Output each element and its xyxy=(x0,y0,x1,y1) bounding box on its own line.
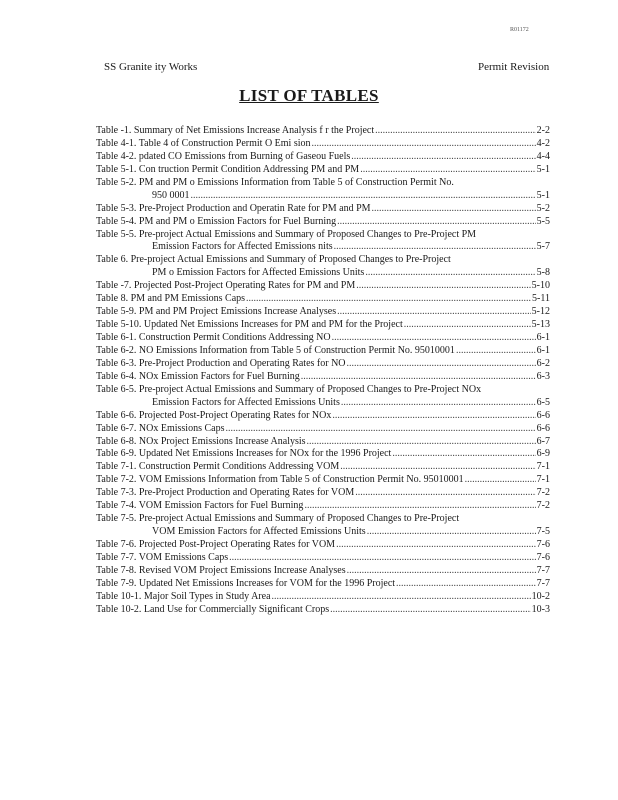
toc-entry-label: Table 7-6. Projected Post-Project Operating Rates for VOM xyxy=(96,539,336,550)
toc-entry xyxy=(96,487,550,500)
dot-leader xyxy=(465,474,536,487)
toc-entry-page: 7-7 xyxy=(536,564,550,576)
dot-leader xyxy=(246,293,531,306)
toc-entry-page: 5-11 xyxy=(532,293,550,305)
toc-entry xyxy=(96,436,550,449)
dot-leader xyxy=(312,138,536,151)
dot-leader xyxy=(229,552,535,565)
toc-entry xyxy=(96,371,550,384)
toc-entry-label: Table 10-2. Land Use for Commercially Significant Crops xyxy=(96,603,330,615)
toc-entry xyxy=(96,267,550,280)
dot-leader xyxy=(392,448,535,461)
dot-leader xyxy=(304,500,535,513)
toc-entry-page: 10-3 xyxy=(531,603,550,615)
toc-entry-label: PM o Emission Factors for Affected Emissions Units xyxy=(152,267,365,279)
toc-entry-label: VOM Emission Factors for Affected Emissions Units xyxy=(152,526,366,538)
dot-leader xyxy=(307,436,536,449)
toc-entry xyxy=(96,332,550,345)
dot-leader xyxy=(367,526,536,539)
toc-entry-label: Table 7-1. Construction Permit Conditions Addressing VOM xyxy=(96,461,340,473)
toc-entry xyxy=(96,397,550,410)
toc-entry-label: Table 7-9. Updated Net Emissions Increases for VOM for the 1996 Project xyxy=(96,577,396,589)
toc-entry xyxy=(96,565,550,578)
toc-entry xyxy=(96,358,550,371)
toc-entry-label: Table 6-3. Pre-Project Production and Operating Rates for NO xyxy=(96,357,346,369)
toc-entry-page: 5-10 xyxy=(531,280,550,292)
toc-entry-page: 5-5 xyxy=(536,215,550,227)
toc-entry xyxy=(96,474,550,487)
dot-leader xyxy=(360,164,535,177)
toc-entry-page: 5-8 xyxy=(536,267,550,279)
toc-entry xyxy=(96,190,550,203)
toc-entry-label: Table 6-7. NOx Emissions Caps xyxy=(96,422,225,434)
dot-leader xyxy=(404,319,531,332)
toc-entry-page: 6-3 xyxy=(536,370,550,382)
toc-entry-label: Table 6-6. Projected Post-Project Operating Rates for NOx xyxy=(96,409,332,421)
toc-entry-page: 7-5 xyxy=(536,526,550,538)
toc-entry xyxy=(96,138,550,151)
toc-entry-page: 5-1 xyxy=(536,189,550,201)
toc-entry xyxy=(96,448,550,461)
toc-entry-label: Table 10-1. Major Soil Types in Study Area xyxy=(96,590,271,602)
toc-entry-label: Table 7-7. VOM Emissions Caps xyxy=(96,551,229,563)
toc-entry-label: Table 6-9. Updated Net Emissions Increases for NOx for the 1996 Project xyxy=(96,448,392,460)
dot-leader xyxy=(191,190,536,203)
dot-leader xyxy=(340,461,535,474)
toc-entry xyxy=(96,203,550,216)
toc-entry-label: Table 6-8. NOx Project Emissions Increase Analysis xyxy=(96,435,306,447)
toc-entry xyxy=(96,552,550,565)
dot-leader xyxy=(355,487,535,500)
toc-entry-label: Table 7-4. VOM Emission Factors for Fuel Burning xyxy=(96,500,304,512)
toc-entry-label: Table 7-3. Pre-Project Production and Operating Rates for VOM xyxy=(96,487,355,499)
toc-entry-page: 6-2 xyxy=(536,357,550,369)
toc-entry-label: Table 4-1. Table 4 of Construction Permit O Emi sion xyxy=(96,137,311,149)
dot-leader xyxy=(272,591,531,604)
toc-entry-page: 7-2 xyxy=(536,487,550,499)
toc-entry xyxy=(96,125,550,138)
toc-entry-page: 5-7 xyxy=(536,241,550,253)
toc-entry-page: 2-2 xyxy=(536,125,550,136)
dot-leader xyxy=(365,267,535,280)
toc-entry xyxy=(96,241,550,254)
dot-leader xyxy=(301,371,536,384)
toc-entry-label: Table 8. PM and PM Emissions Caps xyxy=(96,293,246,305)
dot-leader xyxy=(375,125,536,138)
toc-entry-page: 7-2 xyxy=(536,500,550,512)
toc-entry-first-line: Table 6. Pre-project Actual Emissions and Summary of Proposed Changes to Pre-Project xyxy=(96,254,451,266)
toc-entry xyxy=(96,164,550,177)
toc-entry xyxy=(96,578,550,591)
toc-entry xyxy=(96,423,550,436)
toc-entry-label: Emission Factors for Affected Emissions Units xyxy=(152,396,340,408)
toc-entry-first-line: Table 7-5. Pre-project Actual Emissions and Summary of Proposed Changes to Pre-Project xyxy=(96,513,460,525)
header-doc-type: Permit Revision xyxy=(478,61,550,73)
toc-entry-page: 7-6 xyxy=(536,539,550,550)
toc-entry-page: 4-4 xyxy=(536,150,550,162)
toc-entry xyxy=(96,280,550,293)
toc-entry-label: Emission Factors for Affected Emissions nits xyxy=(152,241,333,253)
toc-entry-label: Table 5-9. PM and PM Project Emissions Increase Analyses xyxy=(96,306,337,318)
dot-leader xyxy=(347,565,536,578)
dot-leader xyxy=(456,345,536,358)
toc-entry-page: 5-1 xyxy=(536,163,550,175)
toc-entry-page: 7-6 xyxy=(536,551,550,563)
toc-entry-label: Table 5-1. Con truction Permit Condition Addressing PM and PM xyxy=(96,163,360,175)
dot-leader xyxy=(337,306,531,319)
toc-entry-page: 7-1 xyxy=(536,474,550,486)
toc-entry-page: 6-9 xyxy=(536,448,550,460)
toc-entry-label: Table -7. Projected Post-Project Operating Rates for PM and PM xyxy=(96,280,356,292)
toc-entry xyxy=(96,410,550,423)
toc-entry-page: 7-7 xyxy=(536,577,550,589)
toc-entry-page: 6-6 xyxy=(536,409,550,421)
toc-entry-page: 5-13 xyxy=(531,319,550,331)
toc-entry-label: Table 7-8. Revised VOM Project Emissions Increase Analyses xyxy=(96,564,346,576)
toc-entry-page: 4-2 xyxy=(536,137,550,149)
table-list xyxy=(96,125,550,617)
toc-entry-page: 7-1 xyxy=(536,461,550,473)
toc-entry-page: 6-5 xyxy=(536,396,550,408)
page-id: R01172 xyxy=(510,27,529,33)
dot-leader xyxy=(336,539,536,552)
toc-entry-page: 6-1 xyxy=(536,344,550,356)
dot-leader xyxy=(332,410,535,423)
toc-entry-label: Table 6-2. NO Emissions Information from Table 5 of Construction Permit No. 95010001 xyxy=(96,344,455,356)
toc-entry xyxy=(96,500,550,513)
dot-leader xyxy=(351,151,535,164)
toc-entry xyxy=(96,216,550,229)
toc-entry-label: 950 0001 xyxy=(152,189,190,201)
toc-entry-page: 6-6 xyxy=(536,422,550,434)
dot-leader xyxy=(372,203,536,216)
toc-entry-page: 6-7 xyxy=(536,435,550,447)
toc-entry-label: Table -1. Summary of Net Emissions Increase Analysis f r the Project xyxy=(96,125,375,136)
dot-leader xyxy=(356,280,530,293)
toc-entry xyxy=(96,319,550,332)
dot-leader xyxy=(347,358,536,371)
toc-entry-first-line: Table 5-2. PM and PM o Emissions Information from Table 5 of Construction Permit No. xyxy=(96,176,454,188)
toc-entry xyxy=(96,306,550,319)
toc-entry xyxy=(96,151,550,164)
toc-entry-label: Table 4-2. pdated CO Emissions from Burning of Gaseou Fuels xyxy=(96,150,351,162)
header-company: SS Granite ity Works xyxy=(104,61,198,73)
toc-entry xyxy=(96,604,550,617)
toc-entry-page: 5-12 xyxy=(531,306,550,318)
toc-entry xyxy=(96,539,550,552)
page-title: LIST OF TABLES xyxy=(239,86,379,105)
dot-leader xyxy=(225,423,535,436)
toc-entry-first-line: Table 6-5. Pre-project Actual Emissions and Summary of Proposed Changes to Pre-Project NOx xyxy=(96,383,482,395)
dot-leader xyxy=(334,241,536,254)
toc-entry xyxy=(96,461,550,474)
toc-entry xyxy=(96,526,550,539)
toc-entry-page: 5-2 xyxy=(536,202,550,214)
toc-entry xyxy=(96,293,550,306)
dot-leader xyxy=(330,604,531,617)
toc-entry-label: Table 5-4. PM and PM o Emission Factors for Fuel Burning xyxy=(96,215,337,227)
dot-leader xyxy=(341,397,536,410)
toc-entry-first-line: Table 5-5. Pre-project Actual Emissions and Summary of Proposed Changes to Pre-Project PM xyxy=(96,228,477,240)
toc-entry-label: Table 5-3. Pre-Project Production and Operatin Rate for PM and PM xyxy=(96,202,371,214)
toc-entry xyxy=(96,591,550,604)
toc-entry-label: Table 7-2. VOM Emissions Information from Table 5 of Construction Permit No. 95010001 xyxy=(96,474,464,486)
dot-leader xyxy=(332,332,536,345)
dot-leader xyxy=(396,578,536,591)
toc-entry-label: Table 6-1. Construction Permit Conditions Addressing NO xyxy=(96,332,331,343)
toc-entry-label: Table 6-4. NOx Emission Factors for Fuel Burning xyxy=(96,370,300,382)
toc-entry-page: 10-2 xyxy=(531,590,550,602)
toc-entry xyxy=(96,345,550,358)
toc-entry-page: 6-1 xyxy=(536,332,550,343)
toc-entry-label: Table 5-10. Updated Net Emissions Increases for PM and PM for the Project xyxy=(96,319,403,331)
dot-leader xyxy=(337,216,536,229)
